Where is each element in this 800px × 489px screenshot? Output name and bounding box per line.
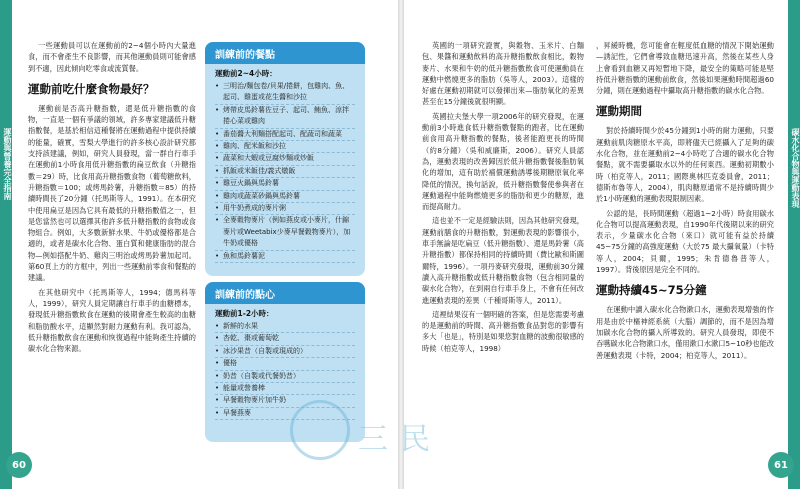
paragraph: 運動前是否高升糖指數，還是低升糖指數的食物，一直是一個有爭議的領域，許多專家建議低升糖指數餐，是基於相信這種餐將在運動過程中提供持續的能量，確實，雪梨大學進行的許多核心設計研究都支持該建議，例如，研究人員發現，當一群自行車手在運動前1小時食用低升糖指數的扁豆飲食（升糖指數＝29）時，比食用高升糖指數食物（葡萄糖飲料，升糖指數＝100；或烤馬鈴薯，升糖指數＝85）的持續時間長了20分鐘（托馬斯等人，1991）。在本研究中使用扁豆是因為它具有最低的升糖指數值之一，但是您當然也可以選擇其他許多低升糖指數的食物或食物組合。例如，大多數新鮮水果、牛奶或優格都是合適的，或者是碳水化合物、蛋白質和健康脂肪的混合物—例如搭配牛奶、雞肉三明治或烤馬鈴薯加起司。第60頁上方的方框中，列出一些運動前零食和餐點的建議。 xyxy=(28,103,196,283)
left-side-tab xyxy=(0,0,12,489)
box-subtitle: 運動前1-2小時： xyxy=(215,309,274,318)
box-title: 訓練前的點心 xyxy=(205,282,365,304)
list-item: • 抓飯或米飯佳/義式燉飯 xyxy=(215,166,355,178)
paragraph: 這裡結果沒有一個明確的答案，但是您需要考慮的是運動前的時間、高升糖指數食品對您的影響有多大「也是」，特別是如果您對血糖的波動很敏感的時候（柏克等人，1998） xyxy=(422,309,584,353)
section-heading: 運動期間 xyxy=(596,104,642,119)
page-number-left: 60 xyxy=(6,452,32,478)
list-item: • 早餐燕麥 xyxy=(215,408,355,420)
box-subtitle: 運動前2~4小時： xyxy=(215,69,277,78)
paragraph: 英國的一項研究證實，與穀物、玉米片、白麵包、果醬和運動飲料的高升糖指數飲食相比，穀物麥片、水果和牛奶的低升糖指數飲食可使運動員在運動中燃燒更多的脂肪（吳等人，2003）。這樣的好處在運動初期就可以發揮出來—脂肪氧化的差異甚至在15分鐘後就很明顯。 xyxy=(422,41,584,107)
list-item: • 杏乾、棗或葡萄乾 xyxy=(215,333,355,345)
left-side-tab-label: 運動與營養完全指南 xyxy=(3,128,12,200)
pre-training-snacks-box xyxy=(205,282,365,442)
section-heading: 運動持續45~75分鐘 xyxy=(596,283,707,298)
right-side-tab xyxy=(788,0,800,489)
snack-list xyxy=(205,321,365,420)
list-item: • 蔬菜和大蝦或豆腐炒麵或炒飯 xyxy=(215,153,355,165)
meal-list xyxy=(205,81,365,263)
list-item: • 新鮮的水果 xyxy=(215,321,355,333)
list-item: • 能量或營養棒 xyxy=(215,383,355,395)
list-item: • 全麥穀物麥片（例如燕皮或小麥片，什錦麥片或Weetabix少麥早餐穀物麥片），加牛奶或優格 xyxy=(215,215,355,250)
section-heading: 運動前吃什麼食物最好？ xyxy=(28,81,155,96)
pre-training-meals-box xyxy=(205,42,365,276)
list-item: • 三明治/麵包卷/貝果/捲餅，包雞肉、魚、起司、雞蛋或花生醬和沙拉 xyxy=(215,81,355,105)
list-item: • 雞肉或蔬菜砂鍋與馬鈴薯 xyxy=(215,191,355,203)
paragraph: 在其他研究中（托馬斯等人，1994；德馬科等人，1999），研究人員定期讓自行車手的血糖標本，發現低升糖指數飲食在運動的後期會產生較高的血糖和脂肪酸水平，這顯然對耐力運動有利。我可認為，低升糖指數飲食在運動和恢復過程中能夠產生持續的碳水化合物來源。 xyxy=(28,287,196,354)
list-item: • 早餐穀物麥片加牛奶 xyxy=(215,395,355,407)
list-item: • 雞豆火鍋與馬鈴薯 xyxy=(215,178,355,190)
box-title: 訓練前的餐點 xyxy=(205,42,365,64)
list-item: • 用牛奶煮成的麥片粥 xyxy=(215,203,355,215)
list-item: • 冰沙果昔（自製或現成的） xyxy=(215,346,355,358)
paragraph: 一些運動員可以在運動前的2~4個小時內大量進食，而不會產生不良影響，而其他運動員則可能會感到不適，因此傾向吃零食或流質餐。 xyxy=(28,41,196,73)
paragraph: ，昇緩時機，您可能會在輕度低血糖的情況下開始運動—誘記性，它們會導致血糖迅速升高，然後在某些人身上會看到血糖又再短暫地下降，最安全的策略可能是堅持低升糖指數的運動前飲食，然後如果運動時間超過60分鐘，則在運動過程中攝取高升糖指數的碳水化合物。 xyxy=(596,41,774,96)
left-page-column xyxy=(28,40,196,450)
paragraph: 這也並不一定是經驗法則，因為其他研究發現，運動前膳食的升糖指數，對運動表現的影響很小，車手無論是吃扁豆（低升糖指數）、還是馬鈴薯（高升糖指數）都保持相同的持續時間（費比歐和斯圖爾特，1996）。一項丹麥研究發現，運動前30分鐘讀入高升糖指數或低升糖指數食物（包含相同量的碳水化合物），在到兩自行車手身上，不會有任何改進運動表現的差異（千種哥斯等人，2011）。 xyxy=(422,216,584,305)
list-item: • 雞肉、配米飯和沙拉 xyxy=(215,141,355,153)
paragraph: 公認的是，長時間運動（超過1~2小時）時食用碳水化合物可以提高運動表現，自1990年代後期以來的研究表示，少量碳水化合物（來口）就可能有益於持續45~75分鐘的高強度運動（大於75 最大攝氧量）（卡特等人，2004；貝爾，1995；朱肯德魯普等人，1997）。背後原因是完全不同的。 xyxy=(596,208,774,275)
paragraph: 英國拉夫堡大學一項2006年的研究發現，在運動前3小時進食低升糖指數餐點的跑者，比在運動前食用高升糖指數的餐點，後者能跑更長的時間（約8分鐘）（吳和威廉斯，2006）。研究人員認為，運動表現的改善歸因於低升糖指數餐後脂肪氧化的增加，這有助於補償運動誘導後期糖原氧化率降低的情況，換句話說，低升糖指數餐使參與者在運動過程中能夠燃燒更多的脂肪和更少的糖原，進而提高耐力。 xyxy=(422,111,584,212)
book-spine xyxy=(398,0,404,489)
watermark-text: 三民 xyxy=(358,422,442,457)
list-item: • 優格 xyxy=(215,358,355,370)
list-item: • 番茄醬大利麵搭配起司、配蔬司和蔬菜 xyxy=(215,129,355,141)
right-page-column-1 xyxy=(422,40,584,460)
page-number-right: 61 xyxy=(768,452,794,478)
list-item: • 烤帶皮馬鈴薯佐豆子、起司、鮪魚、涼拌捲心菜或雞肉 xyxy=(215,105,355,129)
paragraph: 對於持續時間少於45分鐘到1小時的耐力運動，只要運動前肌肉糖原水平高，即將儘天已經攝入了足夠的碳水化合物，並在運動前2~4小時吃了合適的碳水化合物餐點，就不需要攝取水以外的任何東西。運動初期數小時（柏克等人，2011；國際奧林匹克委員會，2011；德斯布魯等人，2004），肌肉糖原通常不是持續時間少於1小時運動的運動表現限制因素。 xyxy=(596,126,774,204)
right-page-column-2 xyxy=(596,40,774,460)
right-side-tab-label: 碳水化合物與運動表現 xyxy=(791,128,800,208)
list-item: • 奶昔（自製或代餐奶昔） xyxy=(215,371,355,383)
list-item: • 魚和馬鈴薯泥 xyxy=(215,251,355,263)
paragraph: 在運動中讀入碳水化合物漱口水，運動表現增強的作用是由於中樞神經系統（大腦）調節的，而不是因為增加碳水化合物的攝入所導致的。研究人員發現，即使不吞嚥碳水化合物漱口水，僅用漱口水漱口5~10秒也能改善運動表現（卡特，2004；柏克等人，2011）。 xyxy=(596,305,774,360)
